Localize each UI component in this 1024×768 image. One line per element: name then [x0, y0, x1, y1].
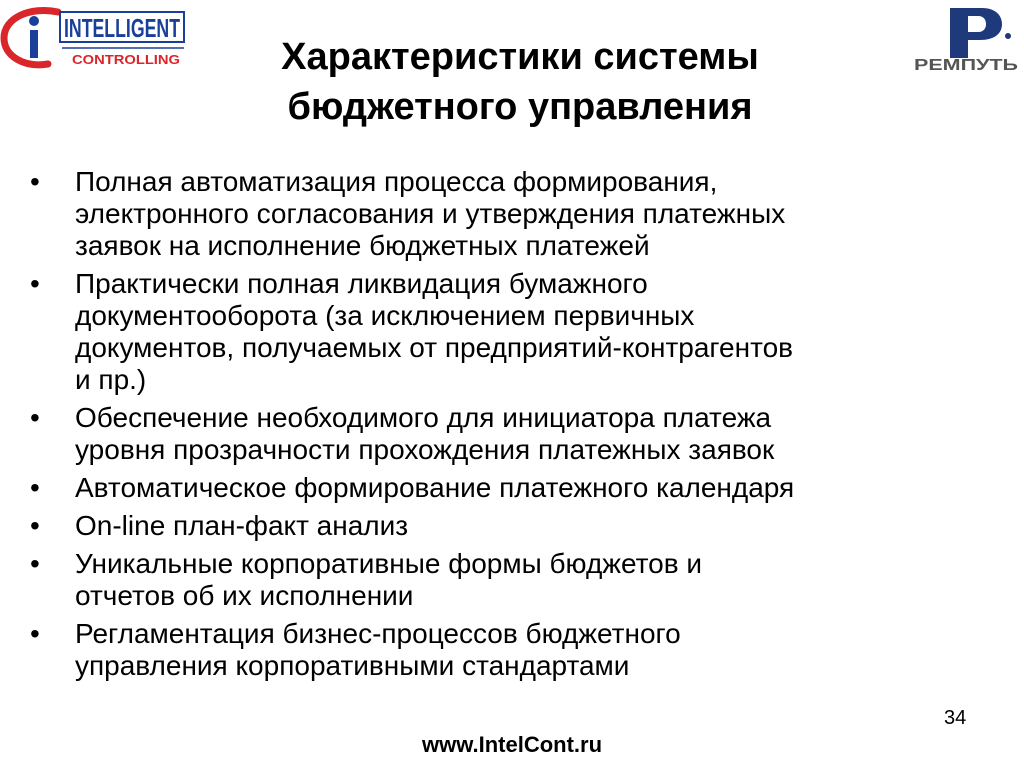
remput-logo [906, 2, 1024, 74]
bullet-item [30, 166, 980, 262]
bullet-icon: • [30, 472, 40, 503]
bullet-text-line: и пр.) [75, 364, 147, 395]
bullet-icon: • [30, 402, 40, 433]
bullet-icon: • [30, 618, 40, 649]
bullet-item [30, 510, 980, 542]
bullet-text-line: Практически полная ликвидация бумажного [75, 268, 648, 299]
svg-text:РЕМПУТЬ: РЕМПУТЬ [914, 57, 1018, 74]
bullet-icon: • [30, 268, 40, 299]
bullet-text-line: документов, получаемых от предприятий-контрагентов [75, 332, 794, 363]
bullet-icon: • [30, 166, 40, 197]
bullet-item [30, 618, 980, 682]
bullet-text-line: электронного согласования и утверждения платежных [75, 198, 786, 229]
bullet-text-line: Уникальные корпоративные формы бюджетов и [75, 548, 703, 579]
bullet-item [30, 472, 980, 504]
bullet-text-line: заявок на исполнение бюджетных платежей [75, 230, 650, 261]
footer-url: www.IntelCont.ru [421, 732, 603, 757]
svg-text:INTELLIGENT: INTELLIGENT [64, 13, 181, 43]
bullet-list [30, 166, 980, 688]
bullet-item [30, 402, 980, 466]
bullet-text-line: Автоматическое формирование платежного календаря [75, 472, 795, 503]
bullet-text-line: On-line план-факт анализ [75, 510, 409, 541]
bullet-text-line: документооборота (за исключением первичных [75, 300, 695, 331]
slide-title [180, 32, 860, 132]
bullet-icon: • [30, 510, 40, 541]
bullet-text-line: Регламентация бизнес-процессов бюджетного [75, 618, 681, 649]
bullet-item [30, 268, 980, 396]
bullet-text-line: Обеспечение необходимого для инициатора платежа [75, 402, 772, 433]
bullet-text-line: управления корпоративными стандартами [75, 650, 630, 681]
bullet-text-line: уровня прозрачности прохождения платежных заявок [75, 434, 775, 465]
slide-title-line-2: бюджетного управления [287, 86, 753, 128]
bullet-icon: • [30, 548, 40, 579]
svg-text:CONTROLLING: CONTROLLING [72, 52, 180, 67]
page-number: 34 [944, 707, 967, 729]
intelligent-controlling-logo [0, 4, 192, 72]
bullet-text-line: отчетов об их исполнении [75, 580, 414, 611]
bullet-text-line: Полная автоматизация процесса формирования, [75, 166, 718, 197]
bullet-item [30, 548, 980, 612]
slide-title-line-1: Характеристики системы [281, 36, 759, 78]
